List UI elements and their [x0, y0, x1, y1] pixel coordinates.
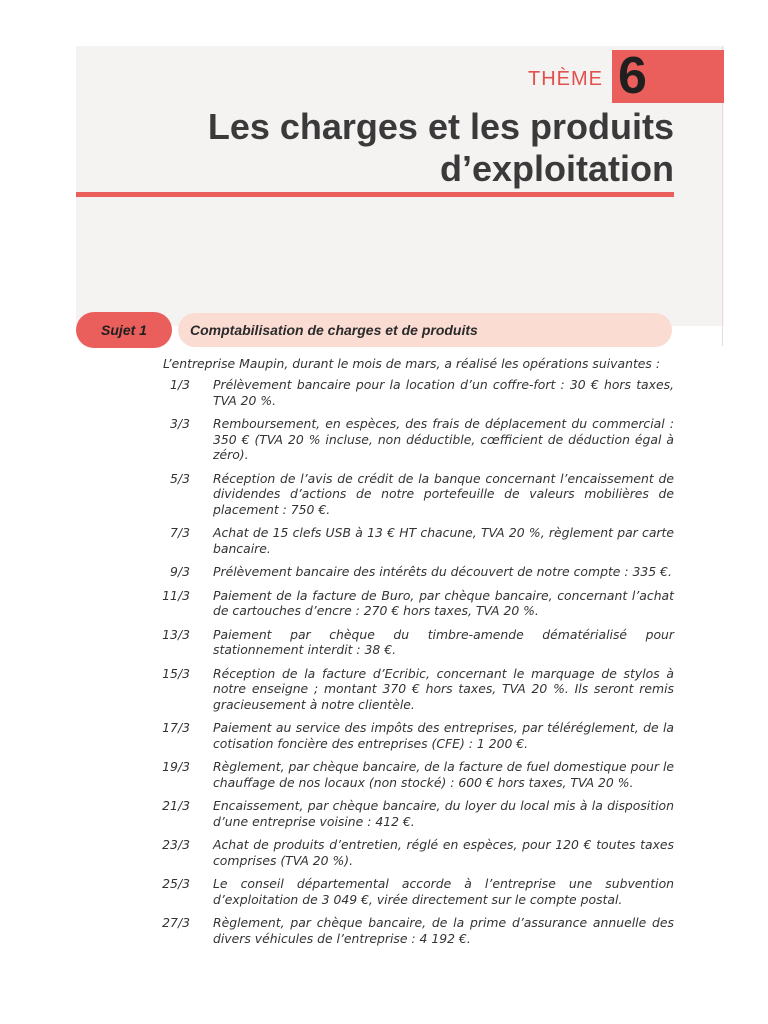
- operation-text: Achat de produits d’entretien, réglé en espèces, pour 120 € toutes taxes comprises (TVA 20 %).: [213, 837, 674, 868]
- page-title-line1: Les charges et les produits: [207, 106, 674, 147]
- operation-date: 9/3: [170, 564, 190, 579]
- operation-date: 17/3: [162, 720, 190, 735]
- operation-text: Règlement, par chèque bancaire, de la facture de fuel domestique pour le chauffage de nos locaux (non stocké) : 600 € hors taxes, TVA 20 %.: [213, 759, 675, 790]
- operation-text: Règlement, par chèque bancaire, de la prime d’assurance annuelle des divers véhicules de l’entreprise : 4 192 €.: [213, 915, 674, 946]
- operation-text: Prélèvement bancaire des intérêts du découvert de notre compte : 335 €.: [213, 564, 672, 579]
- intro-text: L’entreprise Maupin, durant le mois de mars, a réalisé les opérations suivantes :: [163, 356, 660, 371]
- operation-text: Achat de 15 clefs USB à 13 € HT chacune, TVA 20 %, règlement par carte bancaire.: [213, 525, 674, 556]
- operation-date: 23/3: [162, 837, 190, 852]
- operation-date: 25/3: [162, 876, 190, 891]
- operation-date: 15/3: [162, 665, 190, 681]
- operation-date: 7/3: [170, 525, 190, 540]
- operation-item: [150, 798, 680, 829]
- operation-item: [150, 471, 680, 518]
- operation-item: [150, 876, 680, 907]
- operation-text: Paiement au service des impôts des entreprises, par téléréglement, de la cotisation foncière des entreprises (CFE) : 1 200 €.: [213, 720, 674, 751]
- subject-title: Comptabilisation de charges et de produits: [178, 313, 672, 347]
- operation-item: [150, 720, 680, 751]
- operation-text: Paiement de la facture de Buro, par chèque bancaire, concernant l’achat de cartouches d’encre : 270 € hors taxes, TVA 20 %.: [213, 587, 674, 618]
- operation-item: [150, 588, 680, 619]
- page-title-line2: d’exploitation: [440, 148, 674, 189]
- operation-date: 11/3: [162, 587, 190, 603]
- operation-date: 13/3: [162, 626, 190, 642]
- operation-item: [150, 837, 680, 868]
- operation-item: [150, 525, 680, 556]
- operation-date: 3/3: [170, 416, 190, 431]
- title-divider: [76, 192, 674, 197]
- operation-text: Paiement par chèque du timbre-amende dématérialisé pour stationnement interdit : 38 €.: [213, 626, 674, 657]
- theme-number: 6: [618, 47, 647, 105]
- operation-text: Remboursement, en espèces, des frais de déplacement du commercial : 350 € (TVA 20 % incluse, non déductible, cœfficient de déduction égal à zéro).: [213, 416, 674, 462]
- operation-date: 19/3: [162, 759, 190, 774]
- operation-item: [150, 627, 680, 658]
- operation-item: [150, 377, 680, 408]
- theme-label: THÈME: [528, 68, 603, 90]
- subject-badge: Sujet 1: [76, 312, 172, 348]
- operation-date: 1/3: [170, 377, 190, 392]
- operation-item: [150, 759, 680, 790]
- operation-text: Le conseil départemental accorde à l’entreprise une subvention d’exploitation de 3 049 €, virée directement sur le compte postal.: [213, 876, 674, 907]
- operation-item: [150, 666, 680, 713]
- page-title: [74, 106, 674, 190]
- operation-item: [150, 564, 680, 580]
- operations-list: [150, 377, 680, 954]
- operation-text: Encaissement, par chèque bancaire, du loyer du local mis à la disposition d’une entreprise voisine : 412 €.: [213, 798, 674, 829]
- operation-date: 21/3: [162, 798, 190, 813]
- operation-item: [150, 416, 680, 463]
- operation-date: 5/3: [170, 470, 190, 486]
- operation-date: 27/3: [162, 915, 190, 930]
- operation-text: Réception de la facture d’Ecribic, concernant le marquage de stylos à notre enseigne ; montant 370 € hors taxes, TVA 20 %. Ils seront remis gracieusement à notre clientèle.: [213, 665, 674, 712]
- operation-text: Prélèvement bancaire pour la location d’un coffre-fort : 30 € hors taxes, TVA 20 %.: [213, 377, 674, 408]
- operation-text: Réception de l’avis de crédit de la banque concernant l’encaissement de dividendes d’actions de notre portefeuille de valeurs mobilières de placement : 750 €.: [213, 470, 674, 517]
- operation-item: [150, 915, 680, 946]
